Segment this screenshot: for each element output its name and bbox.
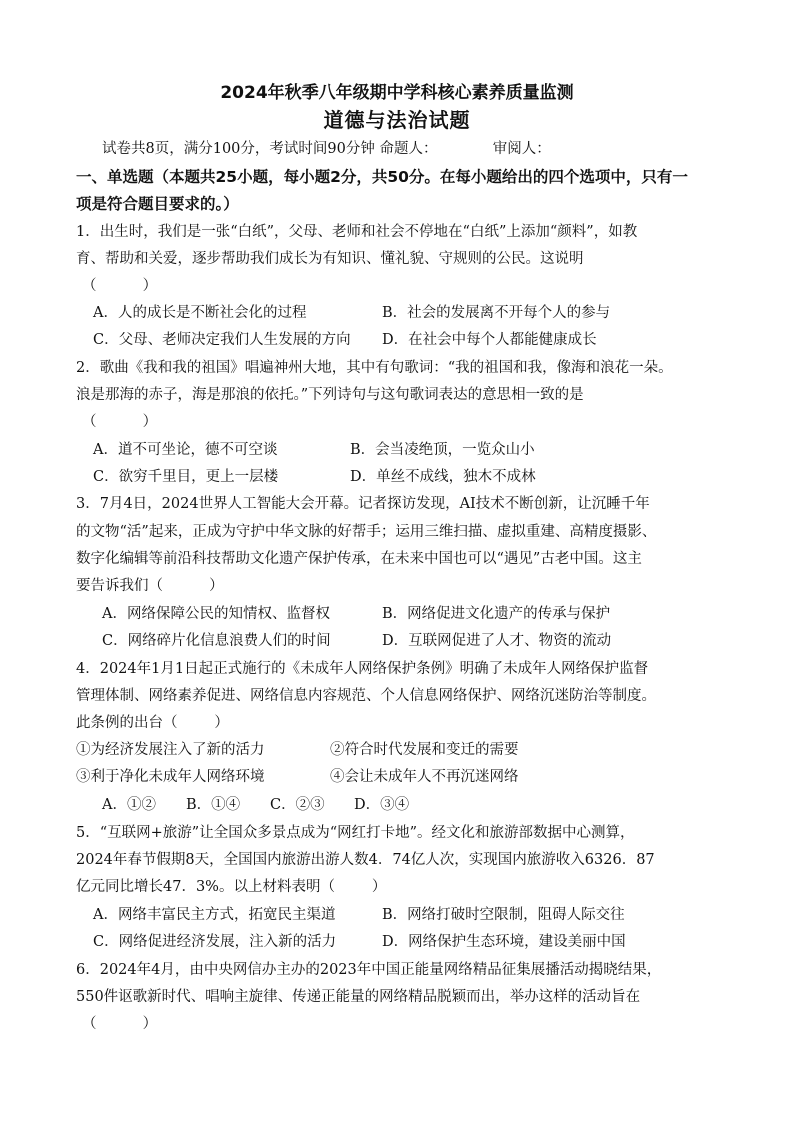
q2-option-c: C．欲穷千里目，更上一层楼: [93, 469, 279, 485]
q4-stem-line3: 此条例的出台（ ）: [76, 715, 229, 731]
exam-info: 试卷共8页，满分100分，考试时间90分钟 命题人： 审阅人：: [102, 141, 551, 157]
q4-stem-line1: 4．2024年1月1日起正式施行的《未成年人网络保护条例》明确了未成年人网络保护监督: [76, 661, 649, 677]
section-heading-line1: 一、单选题（本题共25小题，每小题2分，共50分。在每小题给出的四个选项中，只有一: [76, 168, 688, 186]
q1-stem-line1: 1．出生时，我们是一张“白纸”，父母、老师和社会不停地在“白纸”上添加“颜料”，如教: [76, 224, 638, 240]
exam-title: 2024年秋季八年级期中学科核心素养质量监测: [220, 83, 574, 103]
q2-option-a: A．道不可坐论，德不可空谈: [93, 442, 278, 458]
q5-option-b: B．网络打破时空限制，阻碍人际交往: [382, 907, 625, 923]
q4-option-c: C．②③: [270, 797, 325, 813]
q6-stem-line2: 550件讴歌新时代、唱响主旋律、传递正能量的网络精品脱颖而出，举办这样的活动旨在: [76, 989, 641, 1005]
q3-stem-line3: 数字化编辑等前沿科技帮助文化遗产保护传承，在未来中国也可以“遇见”古老中国。这主: [76, 551, 642, 567]
q4-stem-line2: 管理体制、网络素养促进、网络信息内容规范、个人信息网络保护、网络沉迷防治等制度。: [76, 688, 656, 704]
q4-option-b: B．①④: [186, 797, 241, 813]
q2-stem-line1: 2．歌曲《我和我的祖国》唱遍神州大地，其中有句歌词：“我的祖国和我，像海和浪花一朵。: [76, 360, 673, 376]
q4-statement-2: ②符合时代发展和变迁的需要: [330, 742, 519, 758]
q4-option-a: A．①②: [102, 797, 156, 813]
q5-stem-line1: 5．“互联网+旅游”让全国众多景点成为“网红打卡地”。经文化和旅游部数据中心测算，: [76, 825, 635, 841]
q1-option-a: A．人的成长是不断社会化的过程: [93, 305, 307, 321]
q2-stem-line2: 浪是那海的赤子，海是那浪的依托。”下列诗句与这句歌词表达的意思相一致的是: [76, 387, 584, 403]
q1-option-c: C．父母、老师决定我们人生发展的方向: [93, 332, 351, 348]
q1-option-b: B．社会的发展离不开每个人的参与: [382, 305, 611, 321]
q4-option-d: D．③④: [354, 797, 410, 813]
q3-option-c: C．网络碎片化信息浪费人们的时间: [102, 633, 331, 649]
q6-stem-line1: 6．2024年4月，由中央网信办主办的2023年中国正能量网络精品征集展播活动揭晓结果，: [76, 962, 662, 978]
q3-option-d: D．互联网促进了人才、物资的流动: [382, 633, 612, 649]
q4-statement-1: ①为经济发展注入了新的活力: [76, 742, 265, 758]
q6-answer-blank: （ ）: [82, 1016, 158, 1032]
q5-stem-line2: 2024年春节假期8天，全国国内旅游出游人数4．74亿人次，实现国内旅游收入6326．87: [76, 852, 655, 868]
q5-option-c: C．网络促进经济发展，注入新的活力: [93, 934, 337, 950]
q3-stem-line2: 的文物“活”起来，正成为守护中华文脉的好帮手；运用三维扫描、虚拟重建、高精度摄影、: [76, 524, 657, 540]
q1-stem-line2: 育、帮助和关爱，逐步帮助我们成长为有知识、懂礼貌、守规则的公民。这说明: [76, 251, 584, 267]
q5-option-d: D．网络保护生态环境，建设美丽中国: [382, 934, 626, 950]
q3-option-a: A．网络保障公民的知情权、监督权: [102, 606, 330, 622]
q3-option-b: B．网络促进文化遗产的传承与保护: [382, 606, 611, 622]
q2-answer-blank: （ ）: [82, 414, 158, 430]
q3-stem-line4: 要告诉我们（ ）: [76, 578, 224, 594]
q1-answer-blank: （ ）: [82, 278, 158, 294]
q5-stem-line3: 亿元同比增长47．3%。以上材料表明（ ）: [76, 879, 387, 895]
section-heading-line2: 项是符合题目要求的。）: [76, 195, 239, 213]
subject-title: 道德与法治试题: [323, 108, 471, 132]
q4-statement-4: ④会让未成年人不再沉迷网络: [330, 769, 519, 785]
q2-option-d: D．单丝不成线，独木不成林: [350, 469, 536, 485]
q4-statement-3: ③利于净化未成年人网络环境: [76, 769, 265, 785]
q1-option-d: D．在社会中每个人都能健康成长: [382, 332, 597, 348]
q5-option-a: A．网络丰富民主方式，拓宽民主渠道: [93, 907, 336, 923]
q3-stem-line1: 3．7月4日，2024世界人工智能大会开幕。记者探访发现，AI技术不断创新，让沉睡千年: [76, 496, 650, 512]
q2-option-b: B．会当凌绝顶，一览众山小: [350, 442, 535, 458]
